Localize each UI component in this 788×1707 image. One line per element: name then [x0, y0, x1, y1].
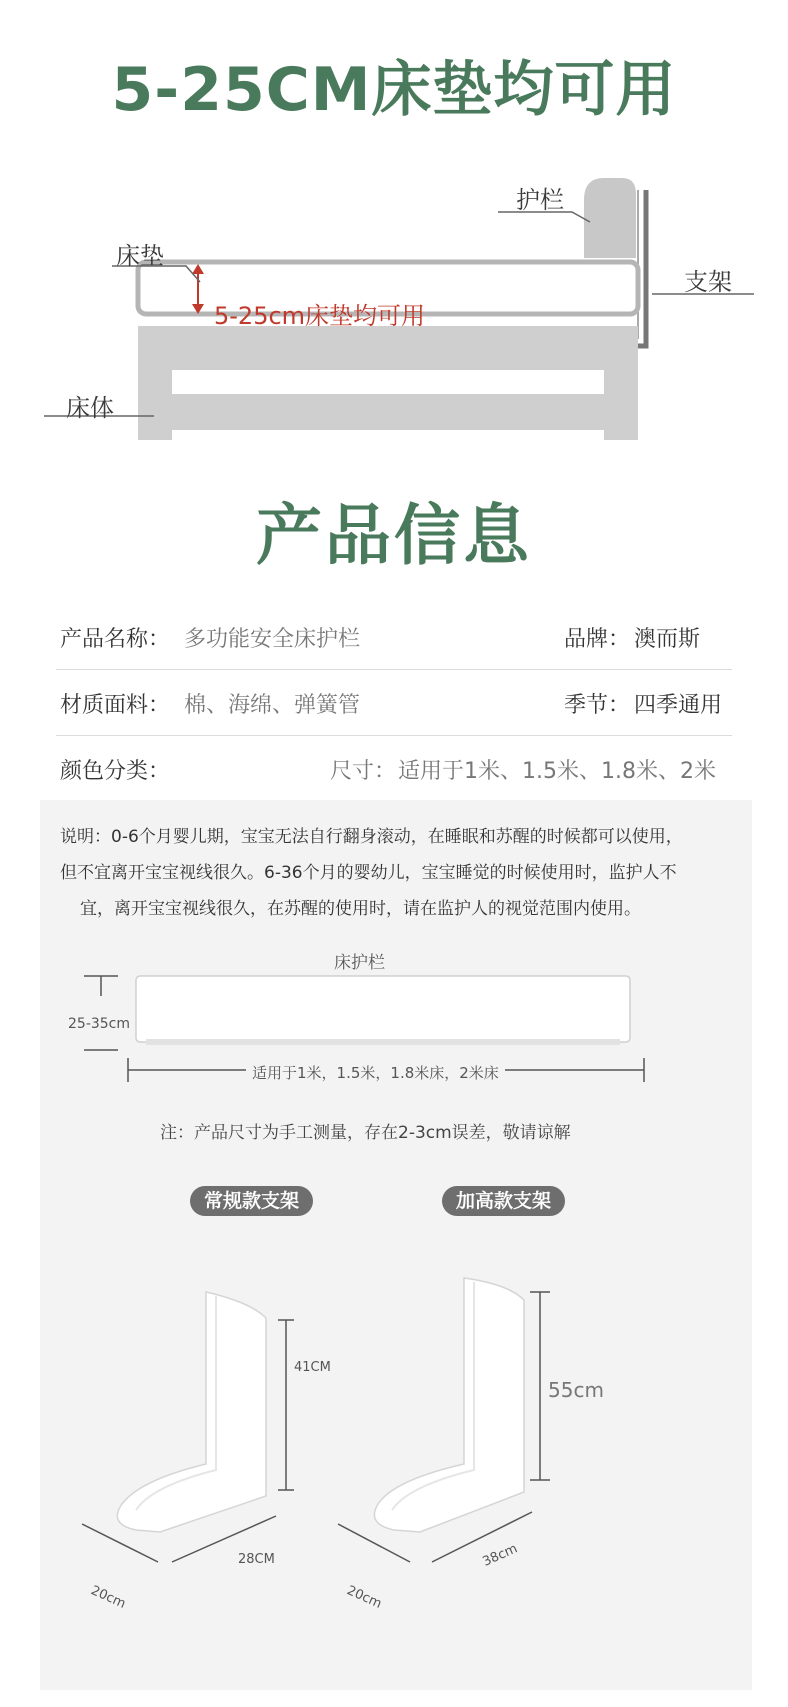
tall-height-label: 55cm [548, 1378, 604, 1402]
label-bracket: 支架 [684, 268, 732, 296]
tall-depth-label: 38cm [480, 1541, 520, 1570]
note-line-1: 说明：0-6个月婴儿期，宝宝无法自行翻身滚动，在睡眠和苏醒的时候都可以使用， [60, 827, 683, 847]
rail-shape [136, 976, 630, 1042]
regular-height-label: 41CM [294, 1360, 331, 1375]
spec-name-value: 多功能安全床护栏 [184, 627, 361, 652]
tall-width-label: 20cm [344, 1583, 384, 1612]
spec-size-value: 适用于1米、1.5米、1.8米、2米 [398, 759, 716, 784]
bracket-dimension-diagram [40, 1240, 752, 1680]
spec-row-color-size [56, 736, 732, 802]
note-line-2: 但不宜离开宝宝视线很久。6-36个月的婴幼儿，宝宝睡觉的时候使用时，监护人不 [60, 863, 677, 883]
spec-season-key: 季节： [564, 693, 631, 718]
thickness-note: 5-25cm床垫均可用 [214, 302, 426, 330]
rail-title: 床护栏 [334, 953, 385, 973]
pill-tall-bracket: 加高款支架 [442, 1186, 565, 1216]
pill-regular-bracket: 常规款支架 [190, 1186, 313, 1216]
spec-row-name-brand [56, 604, 732, 670]
guardrail-shape [584, 178, 636, 258]
regular-width-label: 20cm [88, 1583, 128, 1612]
rail-width-label: 适用于1米，1.5米，1.8米床，2米床 [246, 1062, 505, 1083]
page-headline: 5-25CM床垫均可用 [111, 55, 677, 125]
measure-note: 注：产品尺寸为手工测量，存在2-3cm误差，敬请谅解 [160, 1123, 571, 1143]
spec-season-value: 四季通用 [634, 693, 723, 718]
spec-brand-value: 澳而斯 [634, 627, 701, 652]
spec-color-key: 颜色分类： [60, 759, 171, 784]
rail-height-label: 25-35cm [68, 1016, 131, 1032]
spec-brand-key: 品牌： [564, 627, 631, 652]
note-line-3: 宜，离开宝宝视线很久，在苏醒的使用时，请在监护人的视觉范围内使用。 [80, 899, 641, 919]
spec-name-key: 产品名称： [60, 627, 171, 652]
spec-material-key: 材质面料： [60, 693, 171, 718]
spec-material-value: 棉、海绵、弹簧管 [184, 693, 361, 718]
section-headline: 产品信息 [256, 497, 532, 574]
spec-row-material-season [56, 670, 732, 736]
label-guardrail: 护栏 [516, 186, 564, 214]
label-bedframe: 床体 [66, 394, 114, 422]
detail-panel [40, 800, 752, 1690]
label-mattress: 床垫 [116, 242, 164, 270]
spec-size-key: 尺寸： [330, 759, 397, 784]
regular-bracket-shape [117, 1292, 266, 1532]
tall-bracket-shape [374, 1278, 524, 1532]
regular-depth-label: 28CM [238, 1552, 275, 1567]
